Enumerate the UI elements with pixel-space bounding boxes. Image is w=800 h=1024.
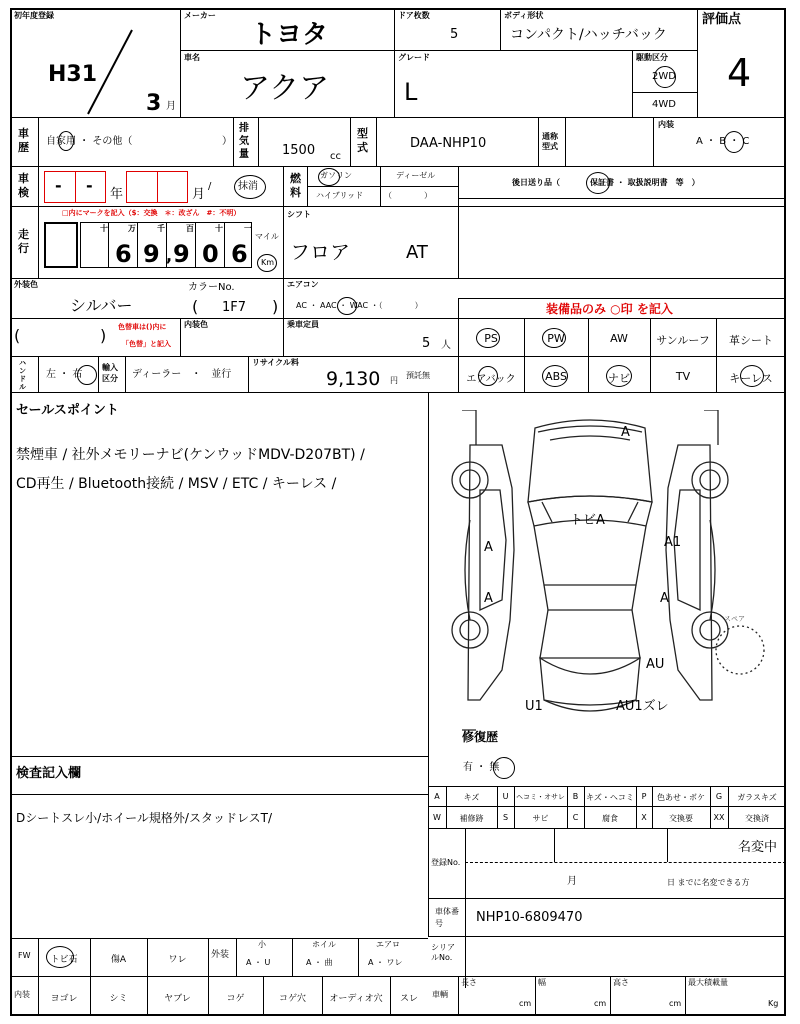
reg-day-note: 日 までに名変できる方 xyxy=(667,878,750,887)
selected-circle xyxy=(542,328,566,348)
inspection-notes-value: Dシートスレ小/ホイール規格外/スタッドレスT/ xyxy=(16,811,272,825)
divider xyxy=(10,356,786,357)
divider xyxy=(428,828,786,829)
interior-color-label: 内装色 xyxy=(184,320,208,329)
docs-label: 後日送り品（ xyxy=(512,178,560,187)
divider xyxy=(195,222,196,268)
selected-circle xyxy=(478,366,498,386)
chassis-value: NHP10-6809470 xyxy=(476,910,583,925)
shift-value: フロア xyxy=(290,240,350,264)
recycle-value: 9,130 xyxy=(326,368,381,390)
selected-circle xyxy=(77,365,97,385)
sales-points-line: 禁煙車 / 社外メモリーナビ(ケンウッドMDV-D207BT) / xyxy=(16,447,365,463)
equip-sunroof: サンルーフ xyxy=(656,334,710,347)
chassis-label: 車体番号 xyxy=(435,907,459,928)
comma: , xyxy=(166,246,173,265)
drive-4wd: 4WD xyxy=(652,99,676,110)
divider xyxy=(248,356,249,392)
reg-no-label: 登録No. xyxy=(431,858,461,867)
divider xyxy=(358,938,359,976)
divider xyxy=(554,828,555,862)
divider xyxy=(10,976,428,977)
history-close: ） xyxy=(222,136,232,147)
legend-desc: サビ xyxy=(532,814,549,823)
height-unit: cm xyxy=(669,999,682,1008)
score-label: 評価点 xyxy=(702,12,742,27)
width-unit: cm xyxy=(594,999,607,1008)
divider xyxy=(697,8,698,117)
interior-item: オーディオ穴 xyxy=(329,994,383,1004)
sales-points-line: CD再生 / Bluetooth接続 / MSV / ETC / キーレス / xyxy=(16,476,337,492)
history-label: 車歴 xyxy=(18,127,29,154)
aero-label: エアロ xyxy=(376,940,400,949)
divider xyxy=(458,166,459,278)
divider xyxy=(283,318,284,356)
interior-value: A ・ B ・ C xyxy=(696,136,750,147)
divider xyxy=(535,976,536,1016)
paren-close: ) xyxy=(100,326,107,345)
fw-label: FW xyxy=(18,951,31,960)
dash: - xyxy=(55,176,62,195)
selected-circle xyxy=(234,175,266,199)
divider xyxy=(376,117,377,166)
aero-value: A ・ ワレ xyxy=(368,958,403,967)
fw-item: ワレ xyxy=(168,955,187,965)
repair-label: 修復歴 xyxy=(462,730,499,744)
interior-item: コゲ xyxy=(226,994,245,1004)
selected-circle xyxy=(542,365,568,387)
selected-circle xyxy=(740,365,764,387)
divider xyxy=(224,222,225,268)
legend-desc: 補修跡 xyxy=(459,814,484,823)
legend-desc: 交換要 xyxy=(669,814,693,823)
divider xyxy=(147,938,148,1016)
equip-aw: AW xyxy=(610,332,628,345)
damage-mark: A1 xyxy=(664,535,682,550)
import-value: ディーラー ・ 並行 xyxy=(132,369,232,380)
interior-item: シミ xyxy=(109,994,128,1004)
divider xyxy=(108,222,109,268)
interior-item: スレ xyxy=(399,994,418,1004)
exterior-label: 外装 xyxy=(211,950,230,960)
equip-pw: PW xyxy=(547,332,565,345)
divider xyxy=(428,936,786,937)
interior-item: コゲ穴 xyxy=(278,994,306,1004)
model-value: アクア xyxy=(240,71,330,106)
length-label: 長さ xyxy=(461,978,477,987)
serial-label: シリアルNo. xyxy=(431,943,455,962)
fw-item: 傷A xyxy=(110,955,127,965)
mileage-digit: 9 xyxy=(173,240,190,268)
drive-label: 駆動区分 xyxy=(636,53,668,62)
equip-abs: ABS xyxy=(545,370,567,383)
divider xyxy=(653,117,654,166)
inspection-notes-label: 検査記入欄 xyxy=(16,766,82,781)
spare-label: スペア xyxy=(724,615,745,623)
paren-open: ( xyxy=(192,297,199,316)
legend-code: G xyxy=(715,792,723,801)
mileage-note: □内にマークを記入（$：交換 ＊：改ざん #：不明） xyxy=(62,209,241,217)
divider xyxy=(10,206,786,207)
reg-year-label: 初年度登録 xyxy=(14,11,54,20)
legend-desc: キズ xyxy=(463,793,480,802)
legend-code: XX xyxy=(713,813,725,822)
mileage-header: 一 xyxy=(244,224,252,233)
small-value: A ・ U xyxy=(246,958,271,967)
inspection-month-unit: 月 xyxy=(192,187,206,202)
mileage-label: 走行 xyxy=(18,228,29,255)
history-value: 自家用 ・ その他（ xyxy=(46,136,133,147)
doors-label: ドア枚数 xyxy=(398,11,430,20)
divider xyxy=(685,976,686,1016)
fuel-hybrid: ハイブリッド xyxy=(316,191,364,200)
divider xyxy=(157,171,158,203)
small-label: 小 xyxy=(258,940,266,949)
mileage-header: 十 xyxy=(215,224,223,233)
fuel-diesel: ディーゼル xyxy=(396,171,436,180)
capacity-unit: 人 xyxy=(441,340,451,351)
divider xyxy=(180,318,181,356)
max-load-label: 最大積載量 xyxy=(688,978,728,987)
legend-code: S xyxy=(502,813,509,822)
capacity-value: 5 xyxy=(422,336,431,351)
car-diagram xyxy=(440,410,780,740)
mileage-digit: 9 xyxy=(143,240,160,268)
divider xyxy=(137,222,138,268)
reg-month-unit: 月 xyxy=(166,101,176,112)
mileage-digit: 6 xyxy=(115,240,132,268)
sales-points-label: セールスポイント xyxy=(16,403,119,418)
divider xyxy=(458,318,786,319)
mileage-header: 千 xyxy=(157,224,165,233)
damage-mark: A xyxy=(621,425,630,440)
divider xyxy=(75,171,76,203)
displacement-label: 排気量 xyxy=(239,123,249,160)
damage-mark: A xyxy=(484,540,493,555)
divider xyxy=(428,976,786,977)
slash-mark xyxy=(80,28,140,118)
divider xyxy=(428,392,429,936)
selected-circle xyxy=(46,946,74,968)
divider xyxy=(500,8,501,50)
fuel-gasoline: ガソリン xyxy=(320,171,352,180)
equip-navi: ナビ xyxy=(608,372,630,385)
divider xyxy=(90,938,91,1016)
selected-circle xyxy=(318,168,340,186)
divider xyxy=(125,356,126,392)
legend-desc: 腐食 xyxy=(602,814,618,823)
divider xyxy=(565,117,566,166)
reg-month: 月 xyxy=(567,876,577,887)
reg-year-value: H31 xyxy=(48,62,98,87)
selected-circle xyxy=(493,757,515,779)
interior-item: ヤブレ xyxy=(164,994,191,1004)
body-value: コンパクト/ハッチバック xyxy=(510,27,667,43)
legend-code: U xyxy=(502,792,509,801)
damage-mark: A xyxy=(660,591,669,606)
import-label: 輸入区分 xyxy=(102,363,118,383)
selected-circle xyxy=(606,365,632,387)
shift-label: シフト xyxy=(287,210,311,219)
mileage-unit-km: Km xyxy=(261,258,275,267)
maker-label: メーカー xyxy=(184,11,216,20)
selected-circle xyxy=(654,66,676,88)
type-value: DAA-NHP10 xyxy=(410,136,487,151)
divider xyxy=(350,117,351,166)
divider xyxy=(10,318,458,319)
mileage-digit: 0 xyxy=(202,240,219,268)
selected-circle xyxy=(257,254,277,272)
body-label: ボディ形状 xyxy=(504,11,544,20)
legend-code: A xyxy=(434,792,440,801)
divider xyxy=(38,356,39,392)
mileage-digit: 6 xyxy=(231,240,248,268)
interior-damage-label: 内装 xyxy=(14,990,30,999)
shift-type: AT xyxy=(406,242,428,263)
divider xyxy=(38,166,39,278)
exterior-color-value: シルバー xyxy=(70,296,133,315)
divider xyxy=(610,976,611,1016)
grade-label: グレード xyxy=(398,53,430,62)
damage-mark: AU1ズレ xyxy=(616,699,669,714)
common-type-label: 通称型式 xyxy=(542,132,558,151)
fuel-label: 燃料 xyxy=(290,172,301,199)
divider xyxy=(394,8,395,117)
fw-item: トビ石 xyxy=(50,955,78,965)
divider xyxy=(428,786,786,787)
color-change-note: 「色替」と記入 xyxy=(122,340,171,348)
name-change: 名変中 xyxy=(738,840,778,855)
selected-circle xyxy=(58,131,74,151)
damage-mark: A xyxy=(484,591,493,606)
ac-label: エアコン xyxy=(287,280,319,289)
legend-desc: ヘコミ・オサレ xyxy=(516,793,565,801)
inspection-year-unit: 年 xyxy=(110,187,124,202)
divider xyxy=(98,356,99,392)
equip-tv: TV xyxy=(675,370,691,383)
equipment-title: 装備品のみ ○印 を記入 xyxy=(546,302,673,316)
doors-value: 5 xyxy=(450,27,459,42)
equip-keyless: キーレス xyxy=(729,372,773,385)
fuel-other: （ ） xyxy=(384,191,432,200)
vehicle-size-label: 車輌 xyxy=(432,990,448,999)
inspection-label: 車検 xyxy=(18,172,29,199)
wheel-label: ホイル xyxy=(312,940,336,949)
legend-code: C xyxy=(572,813,579,822)
divider xyxy=(233,117,234,166)
divider xyxy=(180,50,697,51)
damage-mark: U1 xyxy=(525,699,543,714)
interior-label: 内装 xyxy=(658,120,674,129)
legend-code: X xyxy=(641,813,647,822)
width-label: 幅 xyxy=(538,978,546,987)
handle-label: ハンドル xyxy=(19,359,26,391)
displacement-value: 1500 xyxy=(282,143,316,158)
mileage-unit-mile: マイル xyxy=(255,232,279,241)
divider xyxy=(465,828,466,988)
divider xyxy=(38,938,39,1016)
divider xyxy=(632,92,697,93)
mileage-box-lead xyxy=(44,222,78,268)
divider xyxy=(632,50,633,117)
mileage-header: 十 xyxy=(100,224,108,233)
mileage-header: 万 xyxy=(128,224,136,233)
max-load-unit: Kg xyxy=(768,999,779,1008)
selected-circle xyxy=(337,297,357,315)
displacement-unit: cc xyxy=(330,151,341,162)
divider xyxy=(667,828,668,862)
paren-open: ( xyxy=(14,326,21,345)
selected-circle xyxy=(476,328,500,348)
handle-value: 左 ・ 右 xyxy=(46,369,83,380)
ac-value: AC ・ AAC ・ WAC ・（ ） xyxy=(296,301,423,310)
divider xyxy=(10,794,428,795)
recycle-unit: 円 xyxy=(390,376,398,385)
mileage-header: 百 xyxy=(186,224,194,233)
dash: - xyxy=(86,176,93,195)
legend-desc: 色あせ・ボケ xyxy=(657,793,705,802)
divider xyxy=(428,806,786,807)
damage-mark: AU xyxy=(646,657,665,672)
equip-ps: PS xyxy=(484,332,498,345)
slash: / xyxy=(208,181,212,192)
divider xyxy=(180,8,181,117)
deposit-none: 預託無 xyxy=(406,371,430,380)
color-no-value: 1F7 xyxy=(222,300,247,315)
divider xyxy=(258,117,259,166)
length-unit: cm xyxy=(519,999,532,1008)
divider xyxy=(458,976,459,1016)
drive-2wd: 2WD xyxy=(652,71,676,82)
divider xyxy=(458,298,786,299)
divider xyxy=(283,206,284,318)
divider xyxy=(465,862,786,863)
legend-code: B xyxy=(572,792,579,801)
divider xyxy=(10,756,428,757)
legend-desc: キズ・ヘコミ xyxy=(586,793,634,802)
color-no-label: カラーNo. xyxy=(188,282,235,293)
inspection-none: 抹消 xyxy=(238,181,258,192)
divider xyxy=(10,938,428,939)
equip-airbag: エアバック xyxy=(466,374,516,385)
repair-value: 有 ・ 無 xyxy=(463,762,500,773)
grade-value: L xyxy=(404,78,418,106)
divider xyxy=(538,117,539,166)
divider xyxy=(10,278,786,279)
legend-desc: ガラスキズ xyxy=(737,793,777,802)
color-change-note: 色替車は()内に xyxy=(118,323,167,331)
legend-desc: 交換済 xyxy=(745,814,769,823)
damage-mark: トビA xyxy=(570,513,605,528)
height-label: 高さ xyxy=(613,978,629,987)
divider xyxy=(208,938,209,1016)
divider xyxy=(236,938,237,976)
divider xyxy=(458,198,786,199)
divider xyxy=(428,898,786,899)
maker-value: トヨタ xyxy=(250,20,329,50)
exterior-color-label: 外装色 xyxy=(14,280,38,289)
wheel-value: A ・ 曲 xyxy=(306,958,333,967)
paren-close: ) xyxy=(272,297,279,316)
interior-item: ヨゴレ xyxy=(50,994,78,1004)
divider xyxy=(307,186,458,187)
selected-circle xyxy=(724,131,744,153)
divider xyxy=(292,938,293,976)
divider xyxy=(10,166,786,167)
type-label: 型式 xyxy=(357,127,368,154)
score-value: 4 xyxy=(727,51,752,95)
divider xyxy=(10,392,786,393)
divider xyxy=(283,166,284,206)
equip-leather: 革シート xyxy=(729,334,773,347)
capacity-label: 乗車定員 xyxy=(287,320,319,329)
docs-value: 保証書 ・ 取扱説明書 等 ） xyxy=(590,178,700,187)
selected-circle xyxy=(586,172,610,194)
reg-month-value: 3 xyxy=(146,91,162,116)
divider xyxy=(38,117,39,166)
model-label: 車名 xyxy=(184,53,200,62)
recycle-label: リサイクル料 xyxy=(252,358,299,367)
legend-code: W xyxy=(433,813,441,822)
legend-code: P xyxy=(641,792,647,801)
